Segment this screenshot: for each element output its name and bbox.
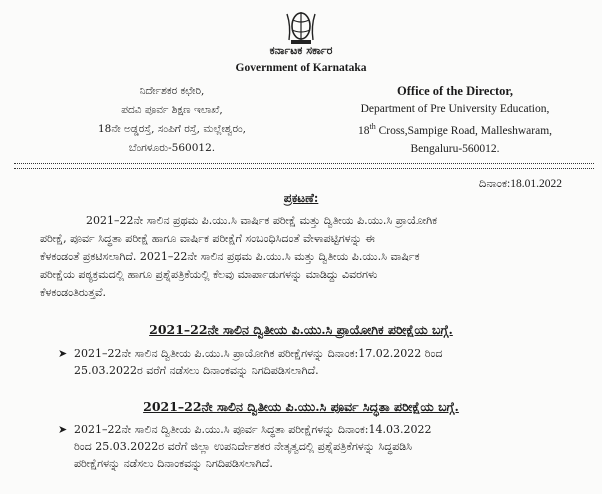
paragraph-line: ಪರೀಕ್ಷೆಯ ಪಠ್ಯಕ್ರಮದಲ್ಲಿ ಹಾಗೂ ಪ್ರಶ್ನೆಪತ್ರಿಕೆಯಲ್ಲಿ ಕೆಲವು ಮಾರ್ಪಾಡುಗಳನ್ನು ಮಾಡಿದ್ದು ವಿವರಗಳು [40,268,378,281]
kannada-government-title: ಕರ್ನಾಟಕ ಸರ್ಕಾರ [269,44,333,57]
address-line: ಬೆಂಗಳೂರು-560012. [128,142,216,154]
notice-paragraph [40,212,575,302]
address-line: ಪದವಿ ಪೂರ್ವ ಶಿಕ್ಷಣ ಇಲಾಖೆ, [121,104,223,116]
government-title: Government of Karnataka [235,62,367,74]
address-line: 18ನೇ ಅಡ್ಡರಸ್ತೆ, ಸಂಪಿಗೆ ರಸ್ತೆ, ಮಲ್ಲೇಶ್ವರಂ, [97,123,247,135]
office-name: Office of the Director, [397,84,513,98]
section-heading-practical: 2021–22ನೇ ಸಾಲಿನ ದ್ವಿತೀಯ ಪಿ.ಯು.ಸಿ ಪ್ರಾಯೋಗಿಕ ಪರೀಕ್ಷೆಯ ಬಗ್ಗೆ. [149,322,453,337]
cross-number: 18 [357,124,370,137]
bullet-line: 25.03.2022ರ ವರೆಗೆ ನಡೆಸಲು ದಿನಾಂಕವನ್ನು ನಿಗದಿಪಡಿಸಲಾಗಿದೆ. [74,364,319,377]
street-address [340,118,570,140]
section-heading-preparatory: 2021–22ನೇ ಸಾಲಿನ ದ್ವಿತೀಯ ಪಿ.ಯು.ಸಿ ಪೂರ್ವ ಸಿದ್ಧತಾ ಪರೀಕ್ಷೆಯ ಬಗ್ಗೆ. [143,399,459,414]
address-line: ನಿರ್ದೇಶಕರ ಕಛೇರಿ, [139,85,205,97]
bullet-line: 2021–22ನೇ ಸಾಲಿನ ದ್ವಿತೀಯ ಪಿ.ಯು.ಸಿ ಪ್ರಾಯೋಗಿಕ ಪರೀಕ್ಷೆಗಳನ್ನು ದಿನಾಂಕ:17.02.2022 ರಿಂದ [74,347,443,360]
bullet-line: 2021–22ನೇ ಸಾಲಿನ ದ್ವಿತೀಯ ಪಿ.ಯು.ಸಿ ಪೂರ್ವ ಸಿದ್ಧತಾ ಪರೀಕ್ಷೆಗಳನ್ನು ದಿನಾಂಕ:14.03.2022 [74,423,432,436]
department-name: Department of Pre University Education, [360,103,550,115]
bullet-line: ಪರೀಕ್ಷೆಗಳನ್ನು ನಡೆಸಲು ದಿನಾಂಕವನ್ನು ನಿಗದಿಪಡಿಸಲಾಗಿದೆ. [74,457,273,470]
bullet-item-practical [58,345,576,379]
city-name: Bengaluru-560012. [410,142,500,155]
paragraph-line: 2021–22ನೇ ಸಾಲಿನ ಪ್ರಥಮ ಪಿ.ಯು.ಸಿ ವಾರ್ಷಿಕ ಪರೀಕ್ಷೆ ಮತ್ತು ದ್ವಿತೀಯ ಪಿ.ಯು.ಸಿ ಪ್ರಾಯೋಗಿಕ [86,214,438,227]
separator-line [14,163,594,164]
arrow-bullet-icon: ➤ [58,423,68,436]
paragraph-line: ಕೆಳಕಂಡಂತಿರುತ್ತವೆ. [40,286,106,299]
separator-line [14,168,594,169]
kannada-address [52,82,292,158]
arrow-bullet-icon: ➤ [58,347,68,360]
bullet-item-preparatory [58,421,576,472]
street-rest: Cross,Sampige Road, Malleshwaram, [375,124,553,137]
cross-suffix: th [369,122,376,131]
notice-title: ಪ್ರಕಟಣೆ: [283,191,319,205]
paragraph-line: ಪರೀಕ್ಷೆ, ಪೂರ್ವ ಸಿದ್ಧತಾ ಪರೀಕ್ಷೆ ಹಾಗೂ ವಾರ್ಷಿಕ ಪರೀಕ್ಷೆಗೆ ಸಂಬಂಧಿಸಿದಂತೆ ವೇಳಾಪಟ್ಟಿಗಳನ್ನು ಈ [40,232,375,245]
document-date: ದಿನಾಂಕ:18.01.2022 [478,178,562,190]
paragraph-line: ಕೆಳಕಂಡಂತೆ ಪ್ರಕಟಿಸಲಾಗಿದೆ. 2021–22ನೇ ಸಾಲಿನ ಪ್ರಥಮ ಪಿ.ಯು.ಸಿ ಮತ್ತು ದ್ವಿತೀಯ ಪಿ.ಯು.ಸಿ ವಾರ್ಷಿಕ [40,250,420,263]
bullet-line: ರಿಂದ 25.03.2022ರ ವರೆಗೆ ಜಿಲ್ಲಾ ಉಪನಿರ್ದೇಶಕರ ನೇತೃತ್ವದಲ್ಲಿ ಪ್ರಶ್ನೆಪತ್ರಿಕೆಗಳನ್ನು ಸಿದ್ಧಪಡಿಸಿ [74,440,413,453]
english-address [340,82,570,158]
karnataka-emblem-icon [283,6,319,46]
